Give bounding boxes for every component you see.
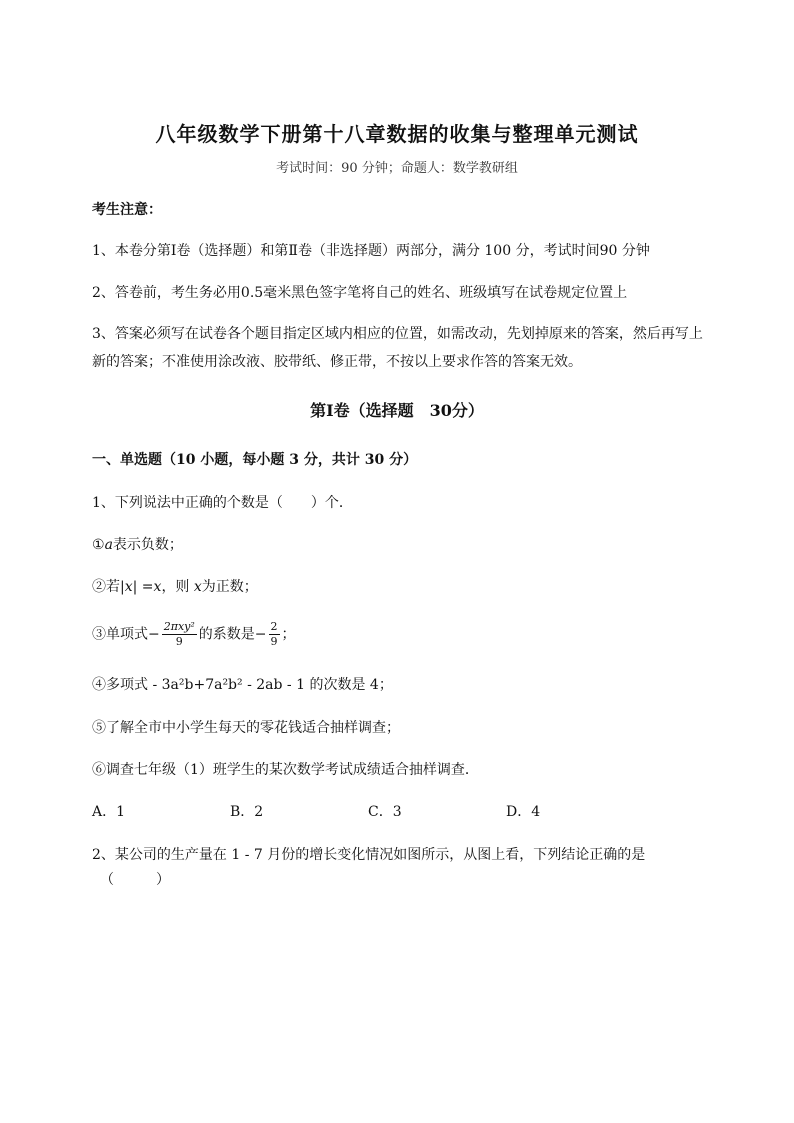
question-1-statement-5: ⑤了解全市中小学生每天的零花钱适合抽样调查； (92, 720, 400, 736)
statement-text: 为正数； (201, 579, 258, 595)
variable: x (193, 579, 202, 595)
option-b[interactable]: B．2 (230, 804, 264, 820)
variable: x (124, 579, 133, 595)
part-title: 第Ⅰ卷（选择题 30分） (310, 401, 484, 420)
notice-item-1: 1、本卷分第Ⅰ卷（选择题）和第Ⅱ卷（非选择题）两部分，满分 100 分，考试时间90 分钟 (92, 243, 650, 259)
variable: x (153, 579, 162, 595)
notice-heading: 考生注意： (92, 202, 162, 218)
question-1-statement-6: ⑥调查七年级（1）班学生的某次数学考试成绩适合抽样调查． (92, 762, 479, 778)
statement-text: ； (281, 626, 296, 643)
statement-text: ②若| (92, 579, 125, 595)
option-d[interactable]: D．4 (506, 804, 541, 820)
question-1-stem: 1、下列说法中正确的个数是（ ）个． (92, 495, 353, 511)
fraction-numerator: 2πxy² (163, 620, 195, 633)
statement-text: 的系数是− (198, 626, 267, 643)
fraction-denominator: 9 (270, 635, 278, 648)
question-2-answer-blank: （ ） (100, 872, 170, 888)
page-title: 八年级数学下册第十八章数据的收集与整理单元测试 (155, 122, 639, 146)
exam-info: 考试时间：90 分钟；命题人：数学教研组 (276, 161, 518, 176)
fraction-numerator: 2 (270, 620, 278, 633)
notice-item-3: 3、答案必须写在试卷各个题目指定区域内相应的位置，如需改动，先划掉原来的答案，然后再写上新的答案；不准使用涂改液、胶带纸、修正带，不按以上要求作答的答案无效。 (92, 326, 703, 370)
statement-text: ① (92, 537, 105, 553)
section-heading: 一、单选题（10 小题，每小题 3 分，共计 30 分） (92, 452, 418, 468)
question-1-options (92, 798, 712, 826)
question-1-statement-2 (92, 573, 712, 601)
statement-text: ，则 (161, 579, 194, 595)
option-c[interactable]: C．3 (368, 804, 402, 820)
fraction-denominator: 9 (175, 635, 183, 648)
option-a[interactable]: A．1 (92, 804, 126, 820)
notice-item-2: 2、答卷前，考生务必用0.5毫米黑色签字笔将自己的姓名、班级填写在试卷规定位置上 (92, 285, 628, 301)
variable: a (104, 537, 113, 553)
question-1-statement-1 (92, 531, 712, 559)
statement-text: 表示负数； (112, 537, 183, 553)
question-2-stem: 2、某公司的生产量在 1 - 7 月份的增长变化情况如图所示，从图上看，下列结论正确的是 (92, 847, 646, 863)
question-1-statement-4: ④多项式 - 3a²b+7a²b² - 2ab - 1 的次数是 4； (92, 677, 393, 693)
statement-text: | = (132, 579, 154, 595)
fraction-monomial (162, 620, 197, 649)
question-1-statement-3 (92, 620, 712, 649)
statement-text: ③单项式− (92, 626, 160, 643)
fraction-coefficient (269, 620, 280, 649)
